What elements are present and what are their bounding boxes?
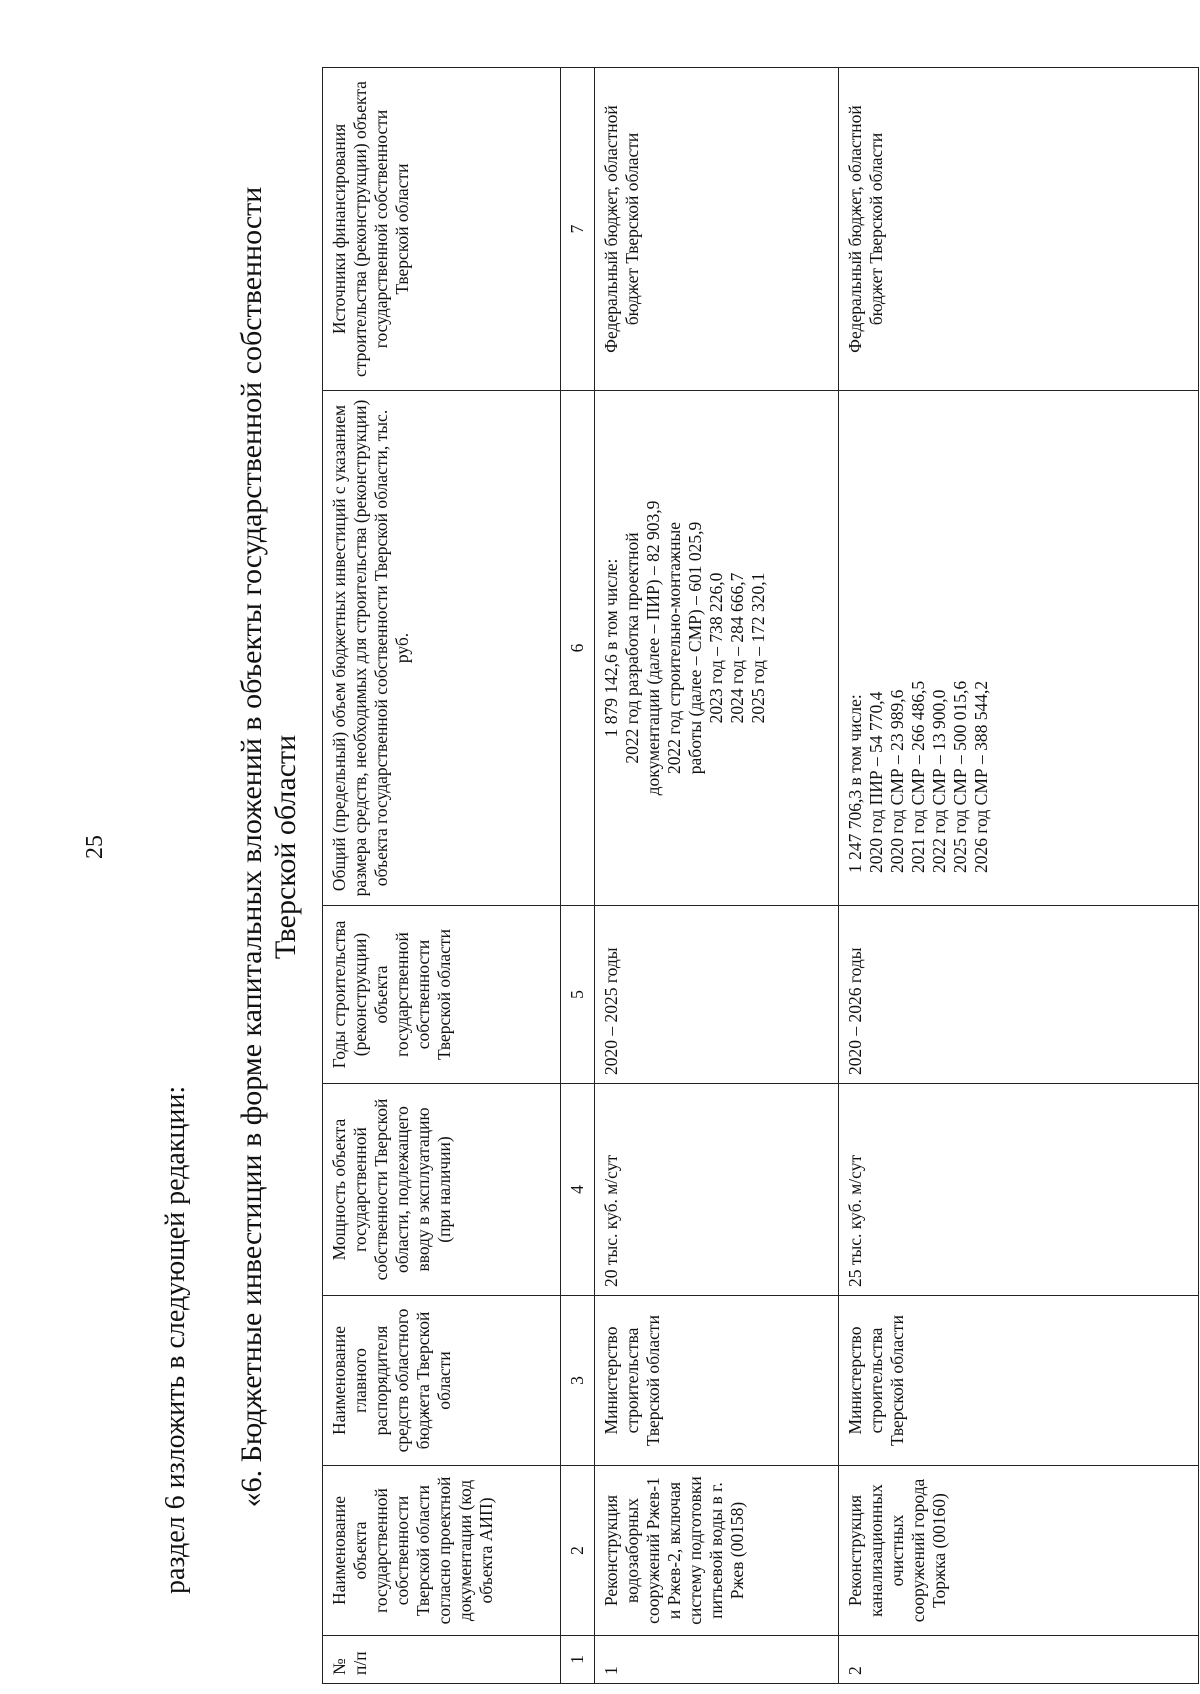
volume-line: 2024 год – 284 666,7 bbox=[727, 572, 747, 724]
header-cell-capacity: Мощность объекта государственной собственности Тверской области, подлежащего вводу в эксплуатацию (при наличии) bbox=[323, 1084, 561, 1296]
volume-line: 2020 год ПИР – 54 770,4 bbox=[866, 691, 886, 873]
investment-table bbox=[322, 67, 1199, 1684]
column-number: 6 bbox=[561, 391, 595, 906]
intro-text: раздел 6 изложить в следующей редакции: bbox=[160, 1085, 191, 1594]
object-name: Реконструкция водозаборных сооружений Ржев-1 и Ржев-2, включая систему подготовки питьевой воды в г. Ржев (00158) bbox=[595, 1466, 839, 1636]
manager-name: Министерство строительства Тверской области bbox=[839, 1296, 1199, 1466]
header-cell-manager: Наименование главного распорядителя средств областного бюджета Тверской области bbox=[323, 1296, 561, 1466]
column-number: 7 bbox=[561, 68, 595, 391]
column-number: 2 bbox=[561, 1466, 595, 1636]
header-row bbox=[323, 68, 561, 1684]
volume-line: 2022 год разработка проектной bbox=[622, 532, 642, 764]
volume-line: 2025 год СМР – 500 015,6 bbox=[950, 680, 970, 873]
capacity-value: 25 тыс. куб. м/сут bbox=[839, 1084, 1199, 1296]
volume-line: документации (далее – ПИР) – 82 903,9 bbox=[643, 500, 663, 796]
section-title-line-1: «6. Бюджетные инвестиции в форме капитальных вложений в объекты государственной собственности bbox=[235, 186, 268, 1508]
volume-line: 2025 год – 172 320,1 bbox=[748, 572, 768, 724]
investment-volume bbox=[839, 391, 1199, 906]
volume-line: 2023 год – 738 226,0 bbox=[706, 572, 726, 724]
table-row bbox=[595, 68, 839, 1684]
header-cell-sources: Источники финансирования строительства (реконструкции) объекта государственной собственности Тверской области bbox=[323, 68, 561, 391]
volume-line: 2022 год строительно-монтажные bbox=[664, 522, 684, 775]
construction-years: 2020 – 2026 годы bbox=[839, 906, 1199, 1084]
header-cell-number: № п/п bbox=[323, 1636, 561, 1684]
object-name: Реконструкция канализационных очистных сооружений города Торжка (00160) bbox=[839, 1466, 1199, 1636]
row-number: 1 bbox=[595, 1636, 839, 1684]
volume-line: 1 879 142,6 в том числе: bbox=[601, 558, 621, 738]
column-number: 3 bbox=[561, 1296, 595, 1466]
column-number: 5 bbox=[561, 906, 595, 1084]
volume-line: 2021 год СМР – 266 486,5 bbox=[908, 680, 928, 873]
header-cell-years: Годы строительства (реконструкции) объекта государственной собственности Тверской области bbox=[323, 906, 561, 1084]
column-number: 1 bbox=[561, 1636, 595, 1684]
funding-sources: Федеральный бюджет, областной бюджет Тверской области bbox=[595, 68, 839, 391]
row-number: 2 bbox=[839, 1636, 1199, 1684]
column-number: 4 bbox=[561, 1084, 595, 1296]
investment-volume bbox=[595, 391, 839, 906]
section-title-line-2: Тверской области bbox=[269, 734, 302, 960]
volume-line: 1 247 706,3 в том числе: bbox=[845, 694, 865, 873]
column-number-row bbox=[561, 68, 595, 1684]
page-number: 25 bbox=[82, 835, 108, 859]
section-title bbox=[235, 80, 303, 1614]
funding-sources: Федеральный бюджет, областной бюджет Тверской области bbox=[839, 68, 1199, 391]
table-row bbox=[839, 68, 1199, 1684]
volume-line: работы (далее – СМР) – 601 025,9 bbox=[685, 521, 705, 775]
header-cell-object-name: Наименование объекта государственной собственности Тверской области согласно проектной документации (код объекта АИП) bbox=[323, 1466, 561, 1636]
construction-years: 2020 – 2025 годы bbox=[595, 906, 839, 1084]
volume-line: 2020 год СМР – 23 989,6 bbox=[887, 689, 907, 873]
capacity-value: 20 тыс. куб. м/сут bbox=[595, 1084, 839, 1296]
header-cell-volume: Общий (предельный) объем бюджетных инвестиций с указанием размера средств, необходимых для строительства (реконструкции) объекта государственной собственности Тверской области, тыс. руб. bbox=[323, 391, 561, 906]
manager-name: Министерство строительства Тверской области bbox=[595, 1296, 839, 1466]
volume-line: 2022 год СМР – 13 900,0 bbox=[929, 689, 949, 873]
volume-line: 2026 год СМР – 388 544,2 bbox=[971, 680, 991, 873]
